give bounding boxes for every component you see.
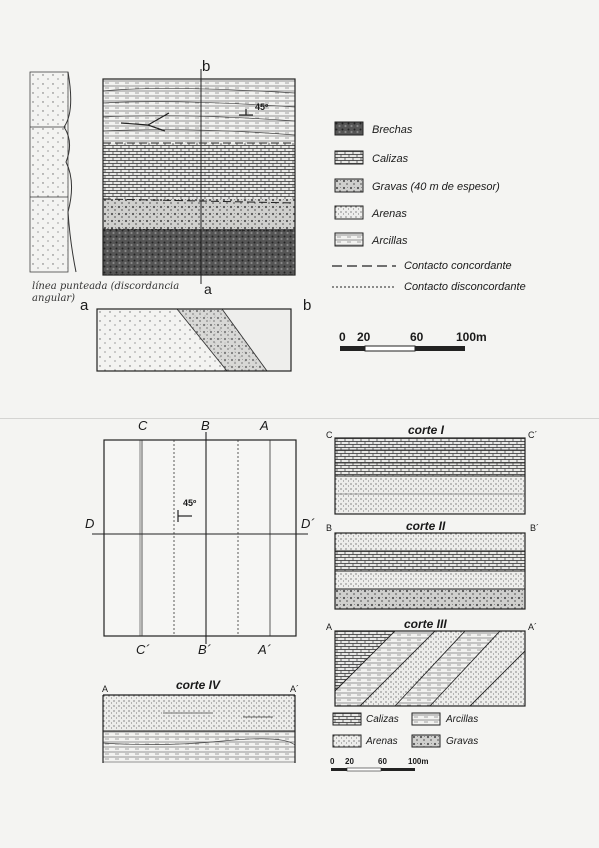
legend1-label-sand: Arenas [372,208,407,220]
map2-label-b: B [201,418,210,433]
corte3-label-left: A [326,622,333,632]
map1-label-a: a [204,281,212,297]
legend1-swatch-clay [335,233,363,246]
scale1-tick-0: 0 [339,330,346,344]
corte4-title: corte IV [176,678,221,692]
legend2-swatch-gravel [412,735,440,747]
section-ab [97,309,291,371]
scale1-tick-60: 60 [410,330,424,344]
map2-label-a: A [260,418,269,433]
map2-label-b-prime: B´ [198,642,211,657]
scale2-tick-0: 0 [330,757,335,766]
scale2-tick-60: 60 [378,757,387,766]
corte2-label-left: B [326,523,333,533]
legend2-label-clay: Arcillas [446,714,479,725]
corte4-label-left: A [102,684,109,694]
legend2-swatch-limestone [333,713,361,725]
scale1-tick-100: 100m [456,330,487,344]
legend1-concordant-line [332,264,396,268]
legend1-label-discordant: Contacto disconcordante [404,281,526,293]
scale-bar-2 [331,768,431,773]
corte1-label-right: C´ [528,430,538,440]
corte1-section [335,438,525,514]
corte4-label-right: A´ [290,684,299,694]
corte3-label-right: A´ [528,622,537,632]
legend1-swatch-sand [335,206,363,219]
fold-line [0,418,599,419]
map2-label-d: D [85,516,95,531]
legend1-swatch-limestone [335,151,363,164]
corte3-section [335,631,525,706]
map1-dip-label: 45º [255,102,269,112]
corte4-section [103,695,295,763]
section-ab-label-right: b [303,297,312,314]
stratigraphic-column [30,72,80,282]
legend1-swatch-breccia [335,122,363,135]
geologic-map-2 [104,440,296,636]
map2-dip-label: 45º [183,498,197,508]
corte1-title: corte I [408,423,445,437]
map2-label-a-prime: A´ [258,642,271,657]
corte1-label-left: C [326,430,333,440]
legend1-discordant-line [332,285,396,289]
legend2-label-gravel: Gravas [446,736,479,747]
legend1-label-gravel: Gravas (40 m de espesor) [372,181,500,193]
legend2-label-sand: Arenas [366,736,398,747]
corte2-section [335,533,525,609]
scale-bar-1 [340,346,480,354]
legend1-label-limestone: Calizas [372,153,409,165]
corte3-title: corte III [404,617,447,631]
legend1-label-concordant: Contacto concordante [404,260,512,272]
legend1-label-breccia: Brechas [372,124,413,136]
handwritten-note: línea punteada (discordancia angular) [32,281,180,304]
scale1-tick-20: 20 [357,330,371,344]
corte2-label-right: B´ [530,523,539,533]
legend2-label-limestone: Calizas [366,714,399,725]
scale2-tick-20: 20 [345,757,354,766]
legend1-label-clay: Arcillas [372,235,408,247]
legend2-swatch-clay [412,713,440,725]
map2-label-d-prime: D´ [301,516,315,531]
section-ab-label-left: a [80,297,89,314]
scale2-tick-100: 100m [408,757,429,766]
map1-label-b: b [202,58,211,75]
map2-label-c: C [138,418,148,433]
corte2-title: corte II [406,519,446,533]
map2-label-c-prime: C´ [136,642,150,657]
legend1-swatch-gravel [335,179,363,192]
legend2-swatch-sand [333,735,361,747]
